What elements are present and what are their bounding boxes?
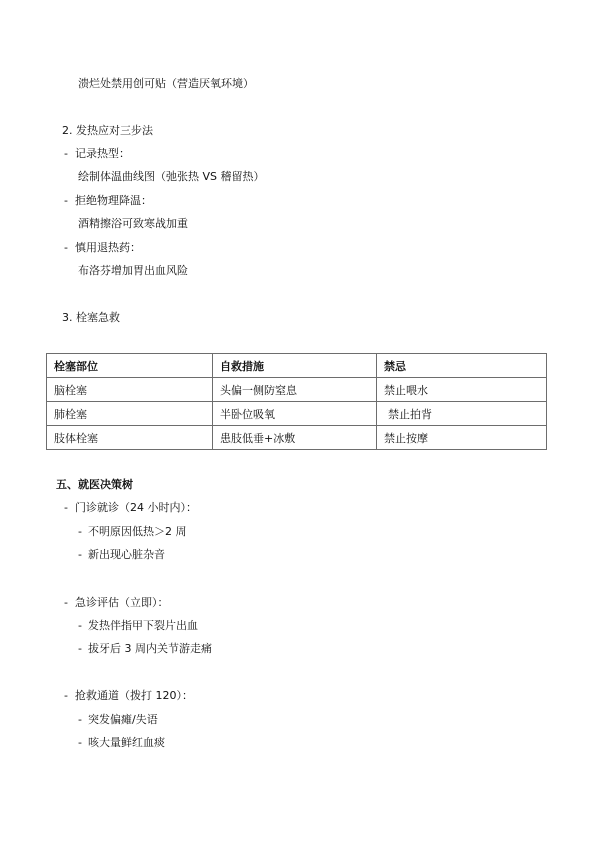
dash-marker: - <box>78 642 82 655</box>
table-cell: 头偏一侧防窒息 <box>213 378 377 402</box>
table-cell: 禁止喂水 <box>377 378 547 402</box>
decision-item: 新出现心脏杂音 <box>88 548 165 561</box>
decision-tree-heading: 五、就医决策树 <box>56 478 133 491</box>
dash-marker: - <box>78 619 82 632</box>
fever-item-detail: 酒精擦浴可致寒战加重 <box>78 217 188 230</box>
table-cell: 脑栓塞 <box>47 378 213 402</box>
dash-marker: - <box>64 147 68 160</box>
dash-marker: - <box>64 501 68 514</box>
fever-item-detail: 绘制体温曲线图（弛张热 VS 稽留热） <box>78 170 265 183</box>
table-cell: 肢体栓塞 <box>47 426 213 450</box>
table-row <box>47 402 547 426</box>
table-header-cell: 自救措施 <box>213 354 377 378</box>
fever-item-detail: 布洛芬增加胃出血风险 <box>78 264 188 277</box>
decision-item: 咳大量鲜红血痰 <box>88 736 165 749</box>
decision-item: 拔牙后 3 周内关节游走痛 <box>88 642 212 655</box>
dash-marker: - <box>64 241 68 254</box>
fever-item-label: 拒绝物理降温： <box>75 194 152 207</box>
decision-group-label: 抢救通道（拨打 120）： <box>75 689 193 702</box>
dash-marker: - <box>64 194 68 207</box>
table-header-cell: 禁忌 <box>377 354 547 378</box>
dash-marker: - <box>64 596 68 609</box>
table-header-row <box>47 354 547 378</box>
decision-item: 不明原因低热＞2 周 <box>88 525 187 538</box>
dash-marker: - <box>78 713 82 726</box>
table-cell: 肺栓塞 <box>47 402 213 426</box>
embolism-table <box>46 353 547 450</box>
decision-group-label: 急诊评估（立即）： <box>75 596 169 609</box>
dash-marker: - <box>78 548 82 561</box>
table-row <box>47 426 547 450</box>
decision-item: 发热伴指甲下裂片出血 <box>88 619 198 632</box>
dash-marker: - <box>78 525 82 538</box>
table-cell: 禁止拍背 <box>377 402 547 426</box>
table-cell: 患肢低垂+冰敷 <box>213 426 377 450</box>
table-row <box>47 378 547 402</box>
table-header-cell: 栓塞部位 <box>47 354 213 378</box>
dash-marker: - <box>64 689 68 702</box>
fever-heading: 发热应对三步法 <box>76 124 153 137</box>
fever-heading-number: 2. <box>62 124 73 137</box>
embolism-heading: 3. 栓塞急救 <box>62 311 120 324</box>
decision-group-label: 门诊就诊（24 小时内）： <box>75 501 197 514</box>
table-cell: 半卧位吸氧 <box>213 402 377 426</box>
ulcer-note: 溃烂处禁用创可贴（营造厌氧环境） <box>78 77 254 90</box>
fever-item-label: 慎用退热药： <box>75 241 141 254</box>
fever-item-label: 记录热型： <box>75 147 130 160</box>
table-cell: 禁止按摩 <box>377 426 547 450</box>
dash-marker: - <box>78 736 82 749</box>
decision-item: 突发偏瘫/失语 <box>88 713 158 726</box>
